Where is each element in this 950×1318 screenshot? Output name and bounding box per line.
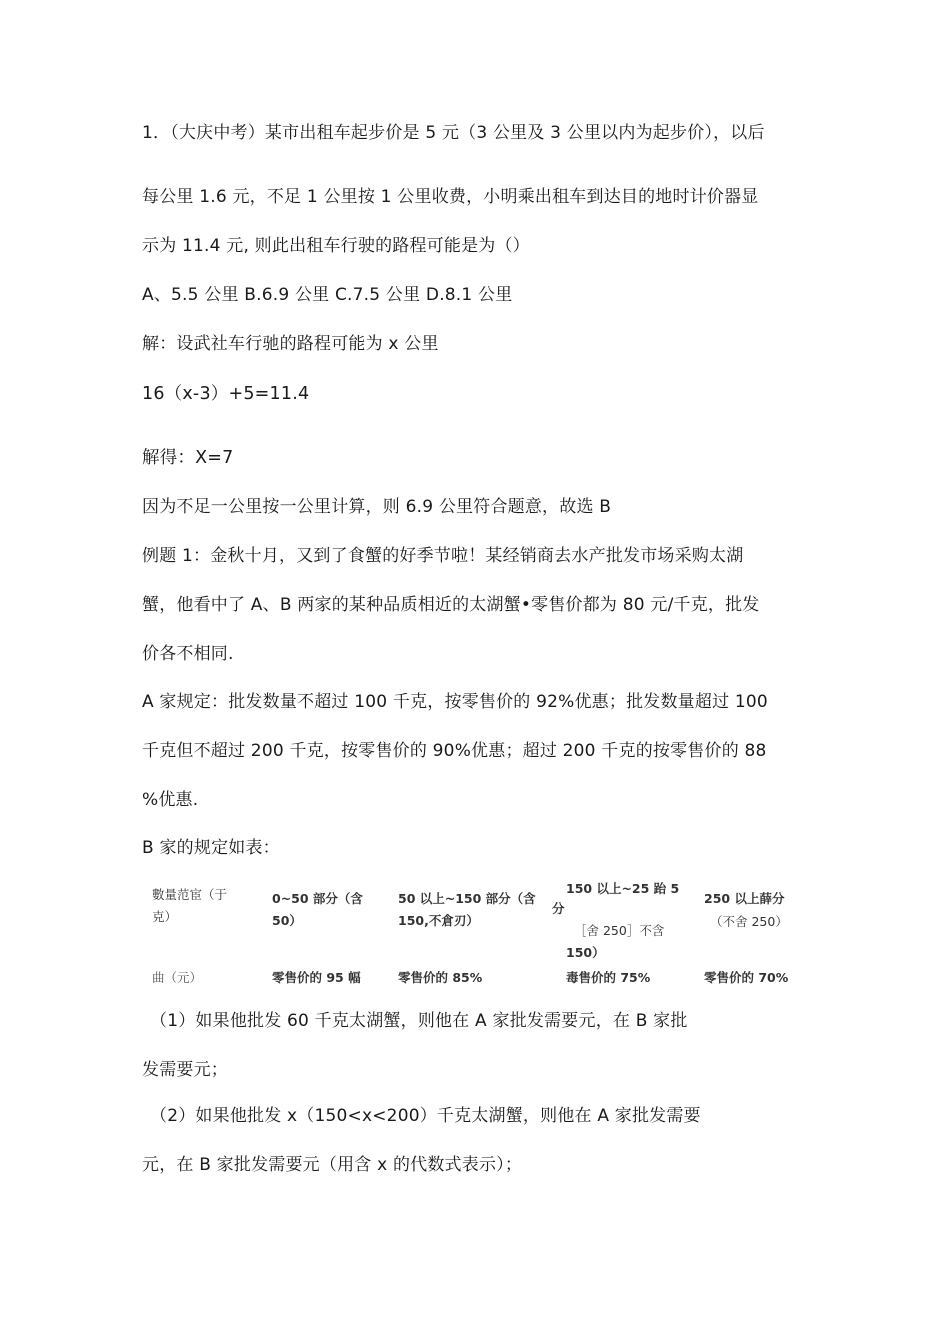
problem1-result: 解得：X=7: [142, 448, 234, 468]
table-header-range3-d: 150）: [566, 945, 605, 960]
table-header-quantity: 數量范宦（于克）: [152, 887, 228, 924]
table-header-range3-c: ［舍 250］不含: [574, 923, 665, 938]
table-row-label: 曲（元）: [152, 970, 203, 985]
table-row-rate4: 零售价的 70%: [704, 970, 789, 985]
example1-q1-line1: （1）如果他批发 60 千克太湖蟹，则他在 A 家批发需要元，在 B 家批: [150, 1011, 688, 1031]
table-header-range3-a: 150 以上~25 跆 5: [566, 881, 680, 896]
example1-line2: 蟹，他看中了 A、B 两家的某种品质相近的太湖蟹•零售价都为 80 元/千克，批发: [142, 595, 760, 615]
problem1-options: A、5.5 公里 B.6.9 公里 C.7.5 公里 D.8.1 公里: [142, 285, 513, 305]
example1-b-rule-intro: B 家的规定如表：: [142, 838, 280, 858]
example1-a-rule-line1: A 家规定：批发数量不超过 100 千克，按零售价的 92%优惠；批发数量超过 100: [142, 692, 768, 712]
problem1-equation: 16（x-3）+5=11.4: [142, 384, 310, 404]
example1-a-rule-line3: %优惠.: [142, 790, 199, 810]
example1-q1-line2: 发需要元；: [142, 1060, 228, 1080]
table-row-rate1: 零售价的 95 幅: [272, 970, 361, 985]
table-header-range1: 0~50 部分（含 50）: [272, 891, 363, 928]
example1-q2-line1: （2）如果他批发 x（150<x<200）千克太湖蟹，则他在 A 家批发需要: [150, 1106, 701, 1126]
example1-q2-line2: 元，在 B 家批发需要元（用含 x 的代数式表示）；: [142, 1155, 523, 1175]
table-header-range3-b: 分: [552, 901, 565, 916]
table-header-range2: 50 以上~150 部分（含 150,不倉刃）: [398, 891, 536, 928]
example1-line1: 例题 1：金秋十月，又到了食蟹的好季节啦！某经销商去水产批发市场采购太湖: [142, 546, 744, 566]
problem1-solution-intro: 解：设武社车行驰的路程可能为 x 公里: [142, 334, 439, 354]
table-header-range4-a: 250 以上薛分: [704, 891, 785, 906]
example1-line3: 价各不相同.: [142, 644, 234, 664]
table-row-rate2: 零售价的 85%: [398, 970, 483, 985]
table-row-rate3: 毒售价的 75%: [566, 970, 651, 985]
problem1-line3: 示为 11.4 元, 则此出租车行驶的路程可能是为（）: [142, 236, 530, 256]
table-header-range4-b: （不舍 250）: [710, 914, 788, 929]
problem1-conclusion: 因为不足一公里按一公里计算，则 6.9 公里符合题意，故选 B: [142, 497, 612, 517]
problem1-line2: 每公里 1.6 元，不足 1 公里按 1 公里收费，小明乘出租车到达目的地时计价器显: [142, 187, 759, 207]
example1-a-rule-line2: 千克但不超过 200 千克，按零售价的 90%优惠；超过 200 千克的按零售价的 88: [142, 741, 767, 761]
problem1-line1: 1．（大庆中考）某市出租车起步价是 5 元（3 公里及 3 公里以内为起步价），以后: [142, 123, 765, 143]
